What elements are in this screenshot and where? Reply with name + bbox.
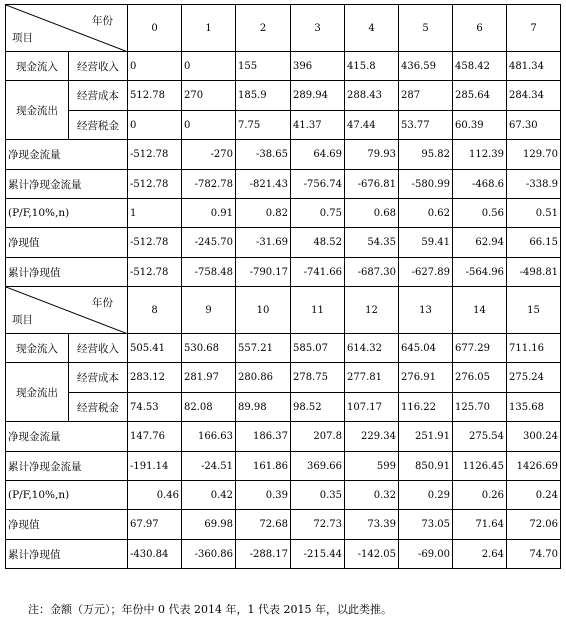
value-cell: -580.99 <box>399 170 453 199</box>
value-cell: 155 <box>236 52 291 81</box>
value-cell: 73.39 <box>345 510 399 540</box>
row-label-cell: 净现值 <box>6 510 128 540</box>
cash-flow-table <box>5 4 561 569</box>
value-cell: 645.04 <box>399 334 453 363</box>
year-header-cell: 13 <box>399 287 453 334</box>
value-cell: -38.65 <box>236 140 291 170</box>
value-cell: -512.78 <box>128 258 182 287</box>
value-cell: 677.29 <box>453 334 507 363</box>
row-label-cell: (P/F,10%,n) <box>6 481 128 510</box>
diagonal-header-cell <box>6 287 128 334</box>
value-cell: 71.64 <box>453 510 507 540</box>
value-cell: 60.39 <box>453 111 507 140</box>
table-row <box>6 481 561 510</box>
value-cell: 72.06 <box>507 510 561 540</box>
value-cell: 62.94 <box>453 228 507 258</box>
value-cell: 281.97 <box>182 363 236 393</box>
value-cell: 82.08 <box>182 393 236 422</box>
value-cell: 284.34 <box>507 81 561 111</box>
item-header-label: 项目 <box>12 314 33 326</box>
value-cell: -430.84 <box>128 540 182 569</box>
value-cell: -687.30 <box>345 258 399 287</box>
table-row <box>6 363 561 393</box>
header-row <box>6 287 561 334</box>
value-cell: 53.77 <box>399 111 453 140</box>
value-cell: 599 <box>345 452 399 481</box>
value-cell: 74.70 <box>507 540 561 569</box>
value-cell: 0.51 <box>507 199 561 228</box>
value-cell: 711.16 <box>507 334 561 363</box>
value-cell: -245.70 <box>182 228 236 258</box>
value-cell: 95.82 <box>399 140 453 170</box>
value-cell: -782.78 <box>182 170 236 199</box>
value-cell: -758.48 <box>182 258 236 287</box>
table-row <box>6 81 561 111</box>
table-note: 注：金额（万元）；年份中 0 代表 2014 年，1 代表 2015 年，以此类推。 <box>28 603 392 616</box>
value-cell: 89.98 <box>236 393 291 422</box>
table-row <box>6 228 561 258</box>
value-cell: 0.82 <box>236 199 291 228</box>
value-cell: -512.78 <box>128 170 182 199</box>
value-cell: 512.78 <box>128 81 182 111</box>
value-cell: 275.54 <box>453 422 507 452</box>
value-cell: -498.81 <box>507 258 561 287</box>
value-cell: 850.91 <box>399 452 453 481</box>
row-label-cell: 经营收入 <box>69 334 128 363</box>
year-header-cell: 1 <box>182 5 236 52</box>
value-cell: 614.32 <box>345 334 399 363</box>
value-cell: 300.24 <box>507 422 561 452</box>
value-cell: 0.26 <box>453 481 507 510</box>
value-cell: -31.69 <box>236 228 291 258</box>
year-header-cell: 7 <box>507 5 561 52</box>
group-label-cell: 现金流入 <box>6 334 69 363</box>
value-cell: -676.81 <box>345 170 399 199</box>
value-cell: 396 <box>291 52 345 81</box>
value-cell: 0.91 <box>182 199 236 228</box>
value-cell: 458.42 <box>453 52 507 81</box>
year-header-cell: 2 <box>236 5 291 52</box>
value-cell: 41.37 <box>291 111 345 140</box>
item-header-label: 项目 <box>12 32 33 44</box>
table-row <box>6 258 561 287</box>
value-cell: 48.52 <box>291 228 345 258</box>
row-label-cell: 经营成本 <box>69 81 128 111</box>
value-cell: 275.24 <box>507 363 561 393</box>
value-cell: 251.91 <box>399 422 453 452</box>
value-cell: 67.30 <box>507 111 561 140</box>
value-cell: 557.21 <box>236 334 291 363</box>
value-cell: 369.66 <box>291 452 345 481</box>
row-label-cell: 净现金流量 <box>6 140 128 170</box>
year-header-label: 年份 <box>92 297 113 309</box>
value-cell: 0.56 <box>453 199 507 228</box>
value-cell: -512.78 <box>128 140 182 170</box>
value-cell: -69.00 <box>399 540 453 569</box>
year-header-cell: 9 <box>182 287 236 334</box>
group-label-cell: 现金流出 <box>6 363 69 422</box>
value-cell: -512.78 <box>128 228 182 258</box>
value-cell: 166.63 <box>182 422 236 452</box>
row-label-cell: 净现值 <box>6 228 128 258</box>
value-cell: 530.68 <box>182 334 236 363</box>
value-cell: 0 <box>182 52 236 81</box>
table-row <box>6 52 561 81</box>
value-cell: 161.86 <box>236 452 291 481</box>
value-cell: 270 <box>182 81 236 111</box>
value-cell: 0.46 <box>128 481 182 510</box>
table-row <box>6 452 561 481</box>
value-cell: 47.44 <box>345 111 399 140</box>
value-cell: -360.86 <box>182 540 236 569</box>
value-cell: 505.41 <box>128 334 182 363</box>
value-cell: 73.05 <box>399 510 453 540</box>
table-row <box>6 393 561 422</box>
row-label-cell: 经营成本 <box>69 363 128 393</box>
value-cell: -627.89 <box>399 258 453 287</box>
value-cell: 107.17 <box>345 393 399 422</box>
year-header-cell: 12 <box>345 287 399 334</box>
year-header-cell: 4 <box>345 5 399 52</box>
value-cell: 0.32 <box>345 481 399 510</box>
value-cell: 0.42 <box>182 481 236 510</box>
value-cell: 288.43 <box>345 81 399 111</box>
value-cell: -215.44 <box>291 540 345 569</box>
value-cell: 436.59 <box>399 52 453 81</box>
value-cell: 72.73 <box>291 510 345 540</box>
value-cell: -191.14 <box>128 452 182 481</box>
table-row <box>6 111 561 140</box>
year-header-cell: 14 <box>453 287 507 334</box>
value-cell: 129.70 <box>507 140 561 170</box>
table-row <box>6 540 561 569</box>
value-cell: -756.74 <box>291 170 345 199</box>
value-cell: -24.51 <box>182 452 236 481</box>
value-cell: 116.22 <box>399 393 453 422</box>
value-cell: 0.24 <box>507 481 561 510</box>
value-cell: 285.64 <box>453 81 507 111</box>
group-label-cell: 现金流出 <box>6 81 69 140</box>
value-cell: 0 <box>182 111 236 140</box>
row-label-cell: 经营税金 <box>69 111 128 140</box>
value-cell: 79.93 <box>345 140 399 170</box>
value-cell: 0.29 <box>399 481 453 510</box>
value-cell: 2.64 <box>453 540 507 569</box>
table-row <box>6 510 561 540</box>
value-cell: 0 <box>128 111 182 140</box>
value-cell: 147.76 <box>128 422 182 452</box>
row-label-cell: 经营收入 <box>69 52 128 81</box>
value-cell: 0.62 <box>399 199 453 228</box>
year-header-cell: 8 <box>128 287 182 334</box>
value-cell: -821.43 <box>236 170 291 199</box>
year-header-cell: 5 <box>399 5 453 52</box>
table-row <box>6 170 561 199</box>
value-cell: 280.86 <box>236 363 291 393</box>
value-cell: 481.34 <box>507 52 561 81</box>
value-cell: 98.52 <box>291 393 345 422</box>
year-header-cell: 6 <box>453 5 507 52</box>
value-cell: 0.39 <box>236 481 291 510</box>
value-cell: 74.53 <box>128 393 182 422</box>
year-header-cell: 0 <box>128 5 182 52</box>
value-cell: -741.66 <box>291 258 345 287</box>
row-label-cell: 经营税金 <box>69 393 128 422</box>
value-cell: -338.9 <box>507 170 561 199</box>
value-cell: -468.6 <box>453 170 507 199</box>
value-cell: 54.35 <box>345 228 399 258</box>
value-cell: 289.94 <box>291 81 345 111</box>
table-row <box>6 199 561 228</box>
value-cell: 277.81 <box>345 363 399 393</box>
value-cell: -270 <box>182 140 236 170</box>
value-cell: 67.97 <box>128 510 182 540</box>
row-label-cell: 累计净现值 <box>6 258 128 287</box>
value-cell: 1126.45 <box>453 452 507 481</box>
table-row <box>6 140 561 170</box>
row-label-cell: 累计净现值 <box>6 540 128 569</box>
value-cell: -288.17 <box>236 540 291 569</box>
year-header-cell: 11 <box>291 287 345 334</box>
value-cell: 1 <box>128 199 182 228</box>
table-row <box>6 422 561 452</box>
value-cell: 287 <box>399 81 453 111</box>
year-header-label: 年份 <box>92 15 113 27</box>
value-cell: 0.75 <box>291 199 345 228</box>
value-cell: 125.70 <box>453 393 507 422</box>
diagonal-header-cell <box>6 5 128 52</box>
value-cell: 7.75 <box>236 111 291 140</box>
value-cell: 207.8 <box>291 422 345 452</box>
value-cell: -790.17 <box>236 258 291 287</box>
group-label-cell: 现金流入 <box>6 52 69 81</box>
value-cell: 585.07 <box>291 334 345 363</box>
table-row <box>6 334 561 363</box>
value-cell: 59.41 <box>399 228 453 258</box>
value-cell: 283.12 <box>128 363 182 393</box>
value-cell: -142.05 <box>345 540 399 569</box>
value-cell: 135.68 <box>507 393 561 422</box>
value-cell: 69.98 <box>182 510 236 540</box>
row-label-cell: 累计净现金流量 <box>6 170 128 199</box>
value-cell: 185.9 <box>236 81 291 111</box>
year-header-cell: 3 <box>291 5 345 52</box>
value-cell: 276.05 <box>453 363 507 393</box>
row-label-cell: 累计净现金流量 <box>6 452 128 481</box>
value-cell: 1426.69 <box>507 452 561 481</box>
row-label-cell: (P/F,10%,n) <box>6 199 128 228</box>
value-cell: 415.8 <box>345 52 399 81</box>
cash-flow-table-container <box>5 4 560 569</box>
row-label-cell: 净现金流量 <box>6 422 128 452</box>
year-header-cell: 15 <box>507 287 561 334</box>
year-header-cell: 10 <box>236 287 291 334</box>
value-cell: 186.37 <box>236 422 291 452</box>
value-cell: 112.39 <box>453 140 507 170</box>
value-cell: 0.35 <box>291 481 345 510</box>
value-cell: 276.91 <box>399 363 453 393</box>
value-cell: 72.68 <box>236 510 291 540</box>
value-cell: -564.96 <box>453 258 507 287</box>
value-cell: 66.15 <box>507 228 561 258</box>
value-cell: 278.75 <box>291 363 345 393</box>
value-cell: 0 <box>128 52 182 81</box>
value-cell: 64.69 <box>291 140 345 170</box>
value-cell: 229.34 <box>345 422 399 452</box>
header-row <box>6 5 561 52</box>
value-cell: 0.68 <box>345 199 399 228</box>
